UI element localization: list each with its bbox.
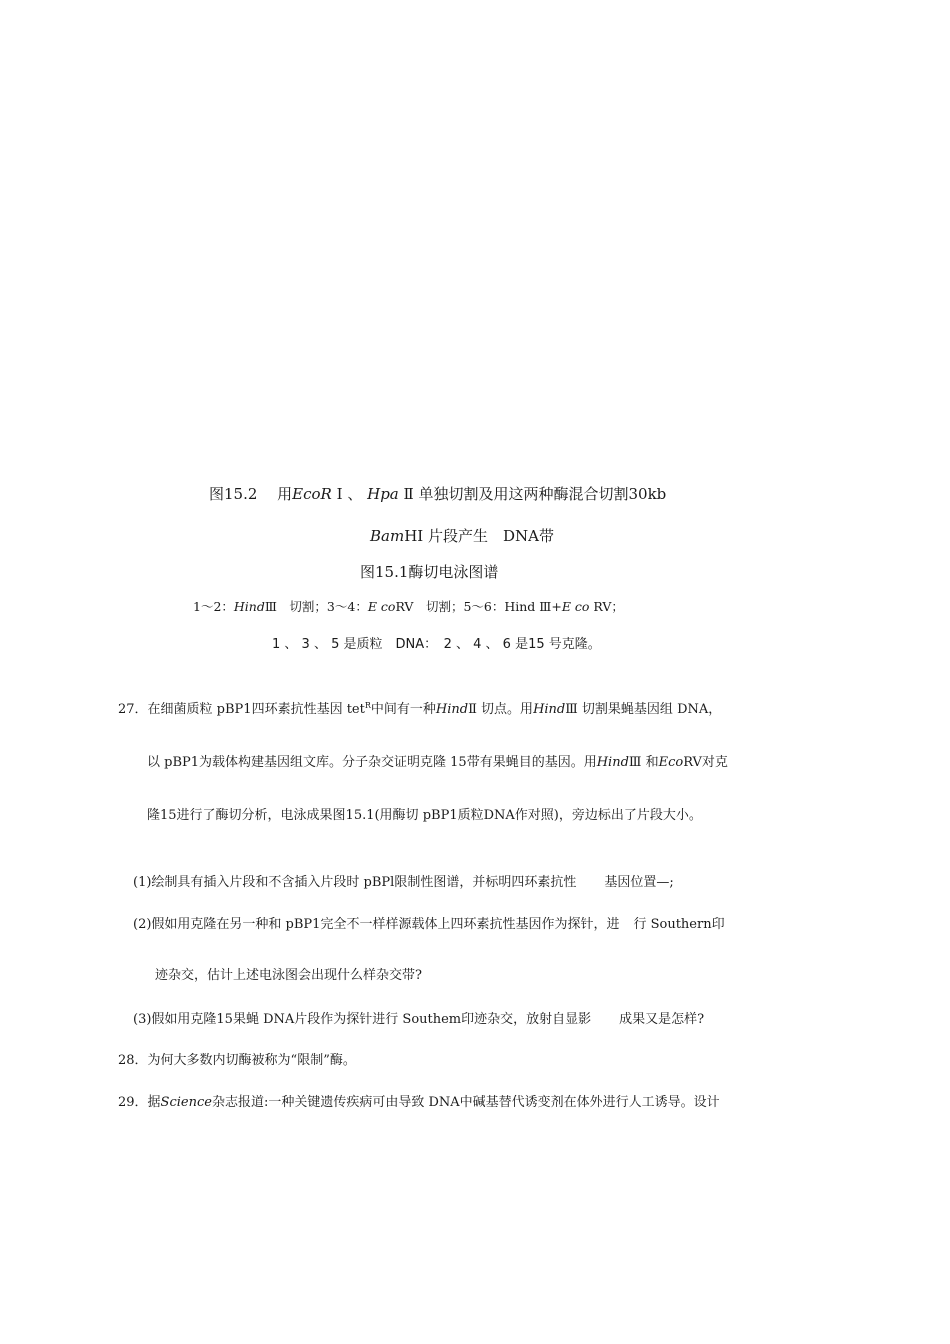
question-text: 杂志报道:一种关键遗传疾病可由导致 DNA中碱基替代诱变剂在体外进行人工诱导。设计 bbox=[211, 1095, 720, 1110]
question-text: 29．据 bbox=[118, 1095, 161, 1110]
question-text: 基因位置—; bbox=[604, 875, 674, 890]
question-text: Ⅲ 和 bbox=[628, 755, 659, 770]
legend-text: Ⅲ 切割；3～4： bbox=[264, 599, 368, 614]
enzyme-name: Eco bbox=[658, 755, 684, 770]
question-29 bbox=[118, 1096, 720, 1109]
enzyme-name: E co bbox=[561, 599, 590, 614]
caption-text: Ⅱ 单独切割及用这两种酶混合切割30kb bbox=[398, 485, 667, 503]
question-27-sub3 bbox=[133, 1013, 704, 1026]
caption-text: 图15.2 用 bbox=[209, 485, 293, 503]
fig15-1-title: 图15.1酶切电泳图谱 bbox=[360, 563, 499, 581]
enzyme-name: E co bbox=[367, 599, 396, 614]
question-text: (1)绘制具有插入片段和不含插入片段时 pBPl限制性图谱，并标明四环素抗性 bbox=[133, 875, 577, 890]
question-text: 成果又是怎样? bbox=[619, 1012, 705, 1027]
legend-text: RV； bbox=[589, 599, 624, 614]
enzyme-name: EcoR bbox=[292, 485, 332, 503]
question-text: 行 Southern印 bbox=[633, 917, 725, 932]
enzyme-name: Bam bbox=[370, 527, 405, 545]
enzyme-name: Hind bbox=[435, 702, 469, 717]
fig15-2-caption-line1 bbox=[209, 487, 666, 502]
fig15-1-legend-line1 bbox=[193, 601, 624, 614]
caption-text: Ⅰ 、 bbox=[331, 485, 363, 503]
question-27-sub1 bbox=[133, 876, 674, 889]
question-27-line3: 隆15进行了酶切分析，电泳成果图15.1(用酶切 pBP1质粒DNA作对照)，旁边标出了片段大小。 bbox=[147, 808, 702, 823]
question-27-line1 bbox=[118, 703, 721, 716]
caption-text: HⅠ 片段产生 DNA带 bbox=[404, 527, 554, 545]
question-text: Ⅲ 切割果蝇基因组 DNA， bbox=[565, 702, 722, 717]
enzyme-name: Hind bbox=[533, 702, 566, 717]
question-text: (2)假如用克隆在另一种和 pBP1完全不一样样源载体上四环素抗性基因作为探针，进 bbox=[133, 917, 620, 932]
enzyme-name: Hind bbox=[233, 599, 265, 614]
question-27-sub2-line2: 迹杂交，估计上述电泳图会出现什么样杂交带? bbox=[155, 968, 422, 983]
enzyme-name: Hind bbox=[596, 755, 629, 770]
question-27-line2 bbox=[147, 756, 728, 769]
question-text: 以 pBP1为载体构建基因组文库。分子杂交证明克隆 15带有果蝇目的基因。用 bbox=[147, 755, 597, 770]
superscript: R bbox=[364, 701, 371, 710]
question-28: 28．为何大多数内切酶被称为“限制”酶。 bbox=[118, 1053, 356, 1068]
journal-name: Science bbox=[160, 1095, 212, 1110]
fig15-1-legend-line2: 1 、 3 、 5 是质粒 DNA： 2 、 4 、 6 是15 号克隆。 bbox=[272, 637, 601, 652]
legend-text: RV 切割；5～6：Hind Ⅲ+ bbox=[395, 599, 562, 614]
question-27-sub2-line1 bbox=[133, 918, 725, 931]
question-text: (3)假如用克隆15果蝇 DNA片段作为探针进行 Southem印迹杂交，放射自显影 bbox=[133, 1012, 592, 1027]
enzyme-name: Hpa bbox=[367, 485, 399, 503]
question-text: RV对克 bbox=[683, 755, 728, 770]
question-text: 27．在细菌质粒 pBP1四环素抗性基因 tet bbox=[118, 702, 365, 717]
fig15-2-caption-line2 bbox=[370, 529, 554, 544]
question-text: 中间有一种 bbox=[370, 702, 436, 717]
question-text: Ⅱ 切点。用 bbox=[468, 702, 534, 717]
legend-text: 1～2： bbox=[193, 599, 234, 614]
